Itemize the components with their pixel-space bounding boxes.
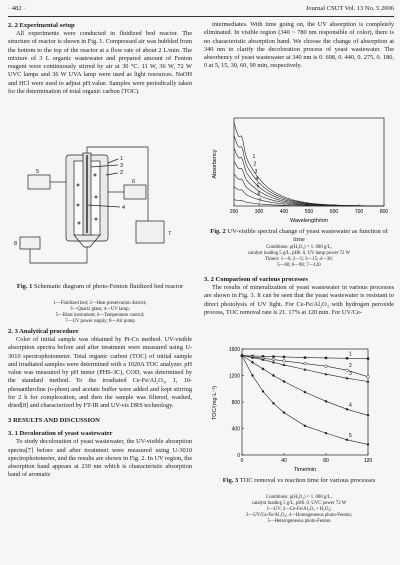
x-tick-label: 800 [379, 209, 389, 215]
legend-line: 3—UV/Ce-Fe/Al₂O₃; 4—Homogeneous photo-Fenton; [246, 513, 352, 518]
caption-label: Fig. 1 [16, 283, 33, 290]
section-heading: 2. 3 Analytical procedure [8, 328, 79, 335]
section-heading: 3 RESULTS AND DISCUSSION [8, 417, 100, 425]
data-point-series-5 [283, 411, 285, 413]
data-point-series-4 [272, 374, 275, 377]
journal-citation: Journal CSUT Vol. 13 No. 5 2006 [305, 5, 394, 12]
paragraph: Color of initial sample was obtained by Pt-Co method. UV-visible absorption spectra before and after treatment were measured using U-3010 spectrophotometer. Total organic carbon (TOC) of initial sample and irradiated samples were determined with a 1020A TOC analyzer. pH value was measured by pH meter (PHS-3C), COD, was determined by the standard method. To the irradiated Ce-Fe/Al₂O₃, 1, 10-phenanthroline (o-phen) and acetate buffer were added and kept stirring for 2 h for complexation, and then the sample was filtered, washed, dried[8] and characterized by FT-IR and UV-vis DRS technology. [8, 336, 192, 409]
data-point-series-5 [346, 439, 348, 441]
series-label-1: 1 [252, 154, 256, 161]
data-point-series-2 [272, 358, 275, 361]
data-point-series-1 [346, 357, 348, 359]
series-label-5: 5 [256, 183, 260, 190]
legend-line: 5—60; 6—90; 7—120 [277, 263, 321, 268]
section-2-3 [8, 327, 192, 480]
section-heading: 3. 2 Comparison of various processes [204, 276, 308, 283]
x-axis-label: Wavelength/nm [289, 218, 329, 224]
figure-1-caption [8, 283, 192, 291]
legend-line: catalyst loading 5 g/L, pH6. 0, UV lamp power 72 W [247, 251, 350, 256]
series-label-3: 3 [254, 168, 258, 175]
series-label-2: 2 [253, 161, 257, 168]
y-tick-label: 0 [237, 452, 240, 459]
data-point-series-2 [304, 362, 307, 365]
x-tick-label: 300 [254, 209, 264, 215]
label-1: 1 [120, 156, 124, 162]
legend-line: 1—UV; 2—Ce-Fe/Al₂O₃ + H₂O₂; [266, 507, 332, 512]
data-point-series-4 [304, 390, 307, 393]
data-point-series-2 [367, 376, 370, 379]
section-2-2 [8, 21, 192, 96]
data-point-series-1 [325, 357, 327, 359]
data-point-series-4 [325, 400, 328, 403]
data-point-series-5 [325, 432, 327, 434]
section-heading: 3. 1 Decoloration of yeast wastewater [8, 430, 113, 438]
figure-2 [206, 112, 392, 224]
caption-label: Fig. 2 [210, 228, 226, 235]
page-number: · 482 · [8, 5, 26, 12]
x-tick-label: 80 [323, 458, 329, 464]
x-tick-label: 120 [363, 458, 373, 464]
legend-line: catalyst loading 5 g/L, pH6. 0, UVC power 72 W [251, 501, 347, 506]
running-header [8, 3, 394, 15]
data-point-series-1 [272, 355, 274, 357]
data-point-series-5 [251, 374, 253, 376]
y-tick-label: 800 [231, 399, 240, 406]
legend-line: 7—UV power supply; 8—Air pump [65, 319, 135, 324]
right-intro [204, 21, 394, 71]
series-label-7: 7 [258, 198, 262, 205]
y-axis-label: Absorbency [212, 149, 218, 179]
series-label-4: 4 [255, 176, 259, 183]
paragraph: All experiments were conducted in fluidized bed reactor. The structure of reactor is shown in Fig. 1. Compressed air was bubbled from the bottom to the top of the reactor at a flow rate of about 2 L/min. The mixture of 3 L organic wastewater and prepared amount of Fenton reagent were continuously stirred by air at 30 °C. 11 W, 36 W, 72 W UVC lamps and 36 W UVA lamp were used as light resources. NaOH and HCl were used to adjust pH value. Samples were periodically taken for the determination of total organic carbon (TOC). [8, 30, 192, 95]
x-tick-label: 600 [329, 209, 339, 215]
label-3: 3 [120, 163, 124, 169]
reactor-schematic [8, 145, 192, 279]
data-point-series-4 [367, 414, 370, 417]
figure-2-legend [206, 245, 392, 269]
legend-line: 5—Heterogeneous photo-Fenton [267, 519, 331, 524]
spectra-chart [206, 112, 392, 224]
caption-label: Fig. 3 [222, 477, 239, 484]
series-label-3: 3 [349, 371, 352, 378]
figure-3-legend [206, 495, 392, 525]
data-point-series-1 [367, 357, 369, 359]
paragraph: To study decoloration of yeast wastewater, the UV-visible absorption spectra[7] before and after treatment were measured using U-3010 spectrophotometer, and the results are shown in Fig. 2. In UV region, the absorption band appears at 230 nm which is characteristic absorption band of aromatic [8, 438, 192, 479]
data-point-series-5 [262, 390, 264, 392]
figure-1-legend [8, 301, 192, 325]
spectrum-line-1 [234, 122, 384, 205]
data-point-series-2 [346, 369, 349, 372]
figure-1 [8, 145, 192, 279]
data-point-series-5 [304, 425, 306, 427]
figure-2-caption [206, 228, 392, 244]
x-tick-label: 40 [281, 458, 287, 464]
series-label-1: 1 [349, 351, 352, 358]
data-point-series-1 [283, 356, 285, 358]
legend-line: 3—Quartz glass; 4—UV lamp; [70, 307, 130, 312]
x-tick-label: 500 [304, 209, 314, 215]
figure-3 [206, 343, 392, 473]
series-label-4: 4 [349, 402, 352, 409]
y-tick-label: 1600 [228, 346, 240, 353]
label-2: 2 [120, 170, 124, 176]
legend-line: 5—Blast instrument; 6—Temperature control; [55, 313, 145, 318]
caption-text: Schematic diagram of photo-Fenton fluidized bed reactor [34, 283, 184, 290]
x-tick-label: 200 [229, 209, 239, 215]
x-tick-label: 400 [279, 209, 289, 215]
label-5: 5 [36, 169, 40, 175]
series-label-5: 5 [349, 432, 352, 439]
series-label-2: 2 [349, 363, 352, 370]
label-8: 8 [14, 241, 18, 247]
y-tick-label: 1200 [228, 373, 240, 380]
data-point-series-1 [304, 356, 306, 358]
data-point-series-4 [251, 361, 254, 364]
label-6: 6 [132, 179, 136, 185]
x-tick-label: 0 [240, 458, 244, 464]
section-heading: 2. 2 Experimental setup [8, 22, 75, 29]
caption-text: UV-visible spectral change of yeast wastewater as function of time [227, 228, 388, 243]
label-4: 4 [122, 205, 126, 211]
data-point-series-5 [272, 402, 274, 404]
paragraph: The results of mineralization of yeast wastewater in various processes are shown in Fig. 3. It can be seen that the yeast wastewater is resistant to direct photolysis of UV light. For Ce-Fe/Al₂O₃ with hydrogen peroxide process, TOC removal rate is 21. 17% at 120 min. For UV/Ce- [204, 284, 394, 316]
x-tick-label: 700 [354, 209, 364, 215]
data-point-series-4 [262, 367, 265, 370]
legend-line: Conditions: ρ(H₂O₂) = 1. 000 g/L, [266, 245, 332, 250]
data-point-series-5 [241, 354, 243, 356]
toc-chart [206, 343, 392, 473]
caption-text: TOC removal vs reaction time for various processes [239, 477, 376, 484]
header-rule [8, 16, 394, 17]
y-tick-label: 400 [231, 426, 240, 433]
x-axis-label: Time/min [293, 467, 317, 473]
label-7: 7 [168, 231, 172, 237]
data-point-series-4 [283, 380, 286, 383]
data-point-series-2 [325, 365, 328, 368]
section-3-2 [204, 275, 394, 317]
legend-line: Time/s: 1—0; 2—5; 3—15; 4—30; [265, 257, 333, 262]
y-axis-label: TOC/(mg·L⁻¹) [212, 386, 218, 420]
paragraph: intermediates. With time going on, the UV absorption is completely eliminated. In visible region (340 ~ 780 nm responsible of color), there is no characteristic absorption band. We choose the change of absorption at 340 nm to clarify the decoloration process of yeast wastewater. The absorbency of yeast wastewater at 340 nm is 0. 608, 0. 440, 0. 275, 0. 180, 0 at 5, 15, 30, 60, 90 min, respectively. [204, 21, 394, 70]
data-point-series-2 [283, 360, 286, 363]
legend-line: 1—Fluidized bed; 2—Heat preservation district; [53, 301, 147, 306]
plot-frame [234, 118, 384, 206]
figure-3-caption [206, 477, 392, 485]
data-point-series-5 [367, 443, 369, 445]
legend-line: Conditions: ρ(H₂O₂) = 1. 000 g/L, [266, 495, 332, 500]
series-label-6: 6 [257, 190, 261, 197]
